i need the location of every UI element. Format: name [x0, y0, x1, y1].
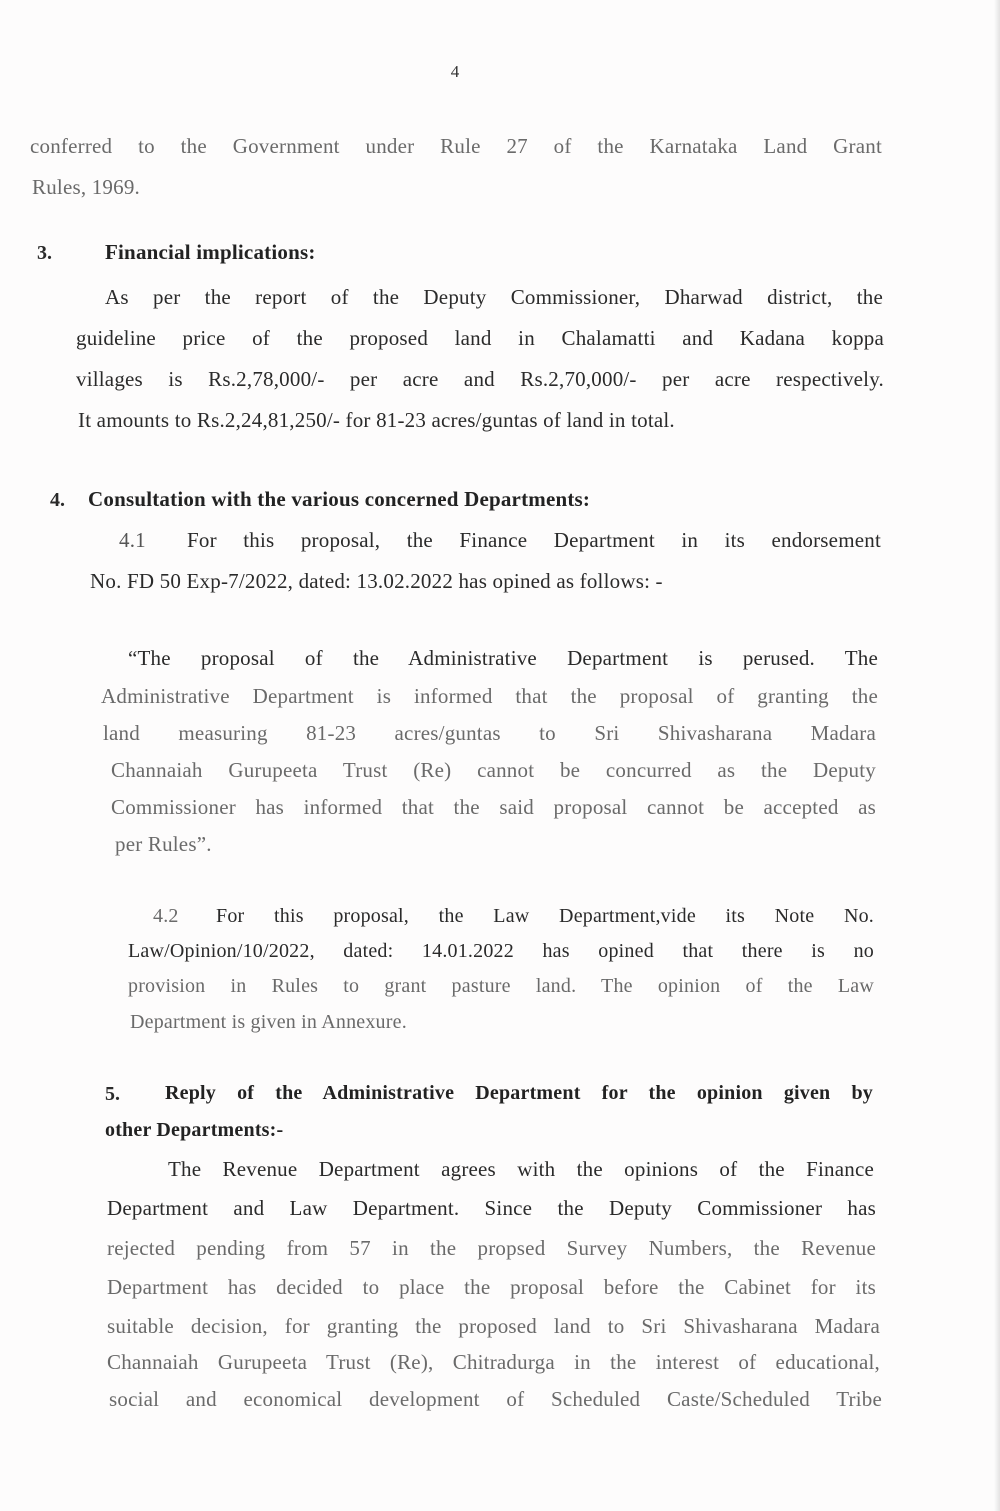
section-5-line: The Revenue Department agrees with the opinions of the Finance: [168, 1157, 874, 1181]
section-3-heading: Financial implications:: [105, 240, 316, 264]
intro-line: conferred to the Government under Rule 27 of the Karnataka Land Grant: [30, 134, 882, 158]
subsection-4-2-line: provision in Rules to grant pasture land. The opinion of the Law: [128, 975, 874, 997]
section-3-line: As per the report of the Deputy Commissioner, Dharwad district, the: [105, 285, 883, 309]
page-edge-shadow: [994, 0, 1000, 1511]
section-5-heading: Reply of the Administrative Department for the opinion given by: [165, 1082, 873, 1104]
section-3-number: 3.: [37, 242, 52, 264]
section-5-line: suitable decision, for granting the proposed land to Sri Shivasharana Madara: [107, 1314, 880, 1338]
quote-line: “The proposal of the Administrative Department is perused. The: [128, 646, 878, 670]
subsection-4-2-line: For this proposal, the Law Department,vide its Note No.: [216, 905, 874, 927]
quote-line: Channaiah Gurupeeta Trust (Re) cannot be concurred as the Deputy: [111, 758, 876, 782]
quote-line: per Rules”.: [115, 832, 212, 856]
subsection-4-1-number: 4.1: [119, 528, 146, 552]
section-5-line: Channaiah Gurupeeta Trust (Re), Chitradurga in the interest of educational,: [107, 1350, 880, 1374]
quote-line: land measuring 81-23 acres/guntas to Sri Shivasharana Madara: [103, 721, 876, 745]
section-4-number: 4.: [50, 489, 65, 511]
intro-line: Rules, 1969.: [32, 175, 140, 199]
subsection-4-1-line: For this proposal, the Finance Department in its endorsement: [187, 528, 881, 552]
subsection-4-2-line: Department is given in Annexure.: [130, 1011, 407, 1033]
section-4-heading: Consultation with the various concerned Departments:: [88, 487, 591, 511]
quote-line: Commissioner has informed that the said proposal cannot be accepted as: [111, 795, 876, 819]
section-3-line: It amounts to Rs.2,24,81,250/- for 81-23 acres/guntas of land in total.: [78, 408, 675, 432]
section-3-line: guideline price of the proposed land in Chalamatti and Kadana koppa: [76, 326, 884, 350]
section-5-line: rejected pending from 57 in the propsed Survey Numbers, the Revenue: [107, 1236, 876, 1260]
section-5-line: social and economical development of Scheduled Caste/Scheduled Tribe: [109, 1387, 882, 1411]
subsection-4-2-number: 4.2: [153, 905, 179, 927]
subsection-4-2-line: Law/Opinion/10/2022, dated: 14.01.2022 has opined that there is no: [128, 940, 874, 962]
section-5-line: Department and Law Department. Since the Deputy Commissioner has: [107, 1196, 876, 1220]
section-3-line: villages is Rs.2,78,000/- per acre and Rs.2,70,000/- per acre respectively.: [76, 367, 884, 391]
subsection-4-1-line: No. FD 50 Exp-7/2022, dated: 13.02.2022 has opined as follows: -: [90, 569, 663, 593]
quote-line: Administrative Department is informed that the proposal of granting the: [101, 684, 878, 708]
section-5-number: 5.: [105, 1083, 120, 1105]
section-5-line: Department has decided to place the proposal before the Cabinet for its: [107, 1275, 876, 1299]
page-number: 4: [450, 62, 460, 81]
section-5-heading: other Departments:-: [105, 1119, 284, 1141]
